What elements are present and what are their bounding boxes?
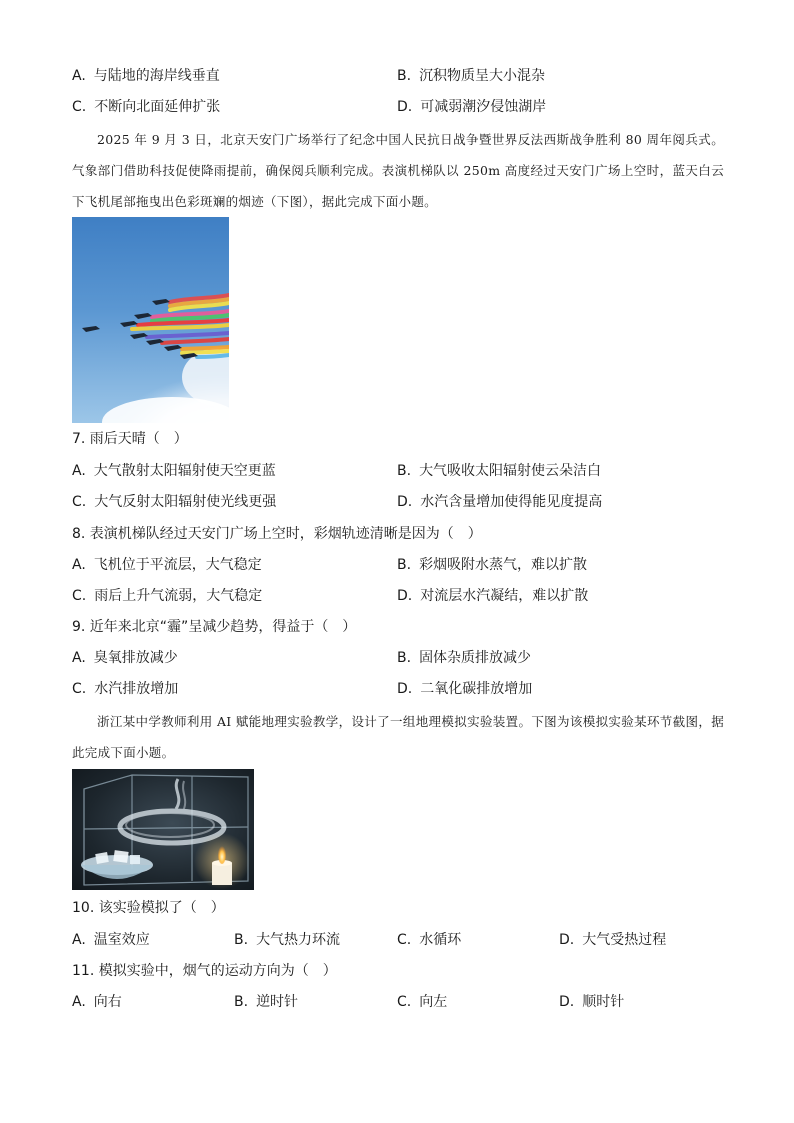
option-6b: B. 沉积物质呈大小混杂 (397, 68, 546, 84)
option-9d: D. 二氧化碳排放增加 (397, 681, 533, 697)
option-9c: C. 水汽排放增加 (72, 681, 179, 697)
question-7-stem: 7. 雨后天晴（ ） (72, 431, 188, 447)
option-10c: C. 水循环 (397, 932, 462, 948)
option-11a: A. 向右 (72, 994, 122, 1010)
option-7b: B. 大气吸收太阳辐射使云朵洁白 (397, 463, 602, 479)
option-9b: B. 固体杂质排放减少 (397, 650, 532, 666)
option-7d: D. 水汽含量增加使得能见度提高 (397, 494, 603, 510)
option-11d: D. 顺时针 (559, 994, 625, 1010)
option-10b: B. 大气热力环流 (234, 932, 341, 948)
option-11c: C. 向左 (397, 994, 448, 1010)
option-8a: A. 飞机位于平流层，大气稳定 (72, 557, 262, 573)
option-11b: B. 逆时针 (234, 994, 299, 1010)
passage-parade: 2025 年 9 月 3 日，北京天安门广场举行了纪念中国人民抗日战争暨世界反法西斯战争胜利 80 周年阅兵式。气象部门借助科技促使降雨提前，确保阅兵顺利完成。表演机梯队以 250m 高度经过天安门广场上空时，蓝天白云下飞机尾部拖曳出色彩斑斓的烟迹（下图），据此完成下面小题。 (72, 132, 724, 209)
question-8-stem: 8. 表演机梯队经过天安门广场上空时，彩烟轨迹清晰是因为（ ） (72, 526, 482, 542)
option-10a: A. 温室效应 (72, 932, 150, 948)
option-6d: D. 可减弱潮汐侵蚀湖岸 (397, 99, 547, 115)
question-11-stem: 11. 模拟实验中，烟气的运动方向为（ ） (72, 963, 337, 979)
option-10d: D. 大气受热过程 (559, 932, 667, 948)
option-9a: A. 臭氧排放减少 (72, 650, 178, 666)
option-7c: C. 大气反射太阳辐射使光线更强 (72, 494, 277, 510)
question-9-stem: 9. 近年来北京“霾”呈减少趋势，得益于（ ） (72, 619, 357, 635)
option-8c: C. 雨后上升气流弱，大气稳定 (72, 588, 263, 604)
option-7a: A. 大气散射太阳辐射使天空更蓝 (72, 463, 276, 479)
passage-experiment: 浙江某中学教师利用 AI 赋能地理实验教学，设计了一组地理模拟实验装置。下图为该模拟实验某环节截图，据此完成下面小题。 (72, 714, 724, 760)
option-6a: A. 与陆地的海岸线垂直 (72, 68, 220, 84)
experiment-photo (72, 769, 254, 890)
option-6c: C. 不断向北面延伸扩张 (72, 99, 221, 115)
question-10-stem: 10. 该实验模拟了（ ） (72, 900, 225, 916)
option-8b: B. 彩烟吸附水蒸气，难以扩散 (397, 557, 588, 573)
jets-smoke-photo (72, 217, 229, 423)
option-8d: D. 对流层水汽凝结，难以扩散 (397, 588, 589, 604)
